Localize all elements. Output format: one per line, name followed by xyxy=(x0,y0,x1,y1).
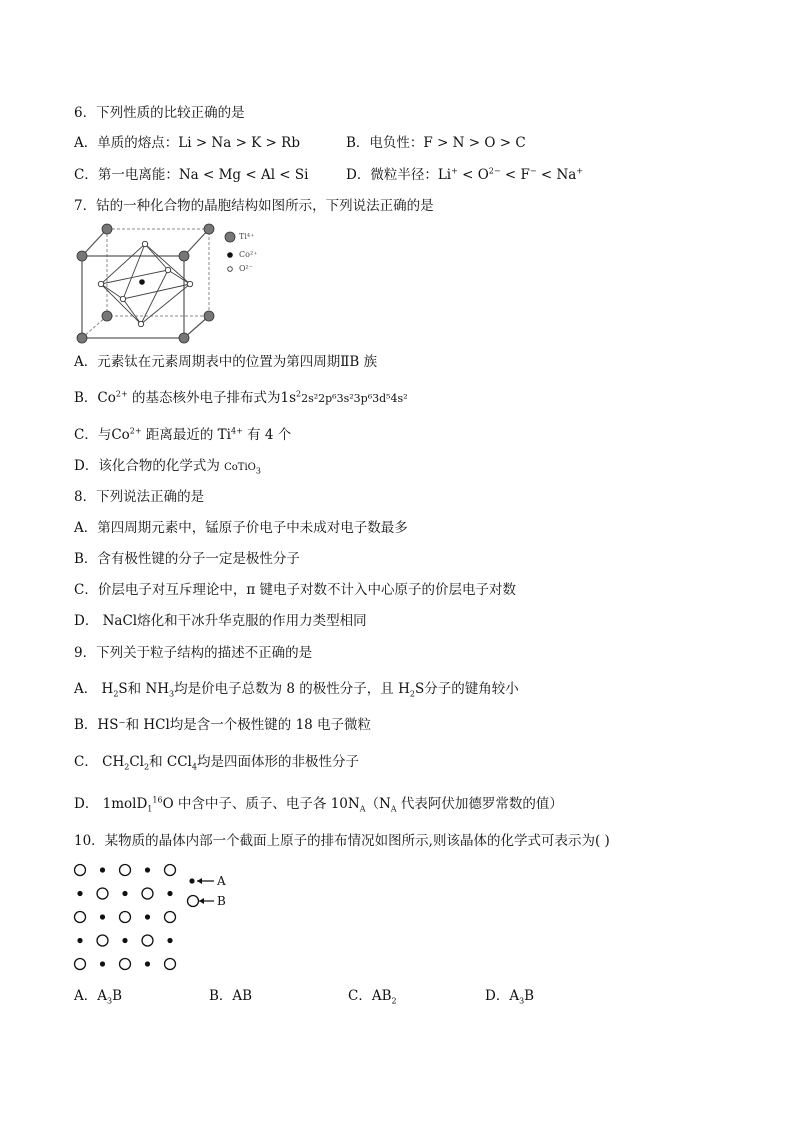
atom-b xyxy=(165,912,176,923)
legend-label-b: B xyxy=(217,894,226,908)
atom-b xyxy=(120,959,131,970)
legend-label-a: A xyxy=(217,874,226,888)
q8-option-d: D． NaCl熔化和干冰升华克服的作用力类型相同 xyxy=(74,613,367,629)
q6-stem: 6．下列性质的比较正确的是 xyxy=(74,105,245,121)
legend-o: O²⁻ xyxy=(239,264,253,273)
atom-a xyxy=(77,891,82,896)
legend-co: Co²⁺ xyxy=(239,250,258,259)
q6-option-b: B．电负性：F > N > O > C xyxy=(346,135,526,151)
q6-option-d: D．微粒半径：$Li^+ < O^{2-} < F^- < Na^+$ xyxy=(346,166,584,183)
q6-option-a: A．单质的熔点：Li > Na > K > Rb xyxy=(74,135,300,151)
atom-a xyxy=(77,938,82,943)
atom-b xyxy=(75,865,86,876)
atom-b xyxy=(75,959,86,970)
q7-option-d: D．该化合物的化学式为 CoTiO$_3$ xyxy=(74,458,261,476)
q7-option-a: A．元素钛在元素周期表中的位置为第四周期ⅡB 族 xyxy=(74,354,378,370)
atom-b xyxy=(97,935,108,946)
q10-option-a: A．$A_3B$ xyxy=(74,988,123,1006)
q10-stem: 10．某物质的晶体内部一个截面上原子的排布情况如图所示,则该晶体的化学式可表示为( ) xyxy=(74,833,610,849)
atom-a xyxy=(122,891,127,896)
atom-b xyxy=(165,959,176,970)
q10-option-b: B．AB xyxy=(209,988,253,1004)
q8-option-a: A．第四周期元素中，锰原子价电子中未成对电子数最多 xyxy=(74,520,408,536)
q10-option-c: C．$AB_2$ xyxy=(348,988,397,1006)
q9-option-d: D． 1molD$_1^{16}$O 中含中子、质子、电子各 $10N_A(N_A$ 代表阿伏加德罗常数的值） xyxy=(74,795,563,814)
atom-a xyxy=(167,891,172,896)
atom-b xyxy=(120,912,131,923)
q8-stem: 8．下列说法正确的是 xyxy=(74,489,205,505)
atom-a xyxy=(167,938,172,943)
q8-option-b: B．含有极性键的分子一定是极性分子 xyxy=(74,551,300,567)
crystal-cell-diagram xyxy=(76,222,286,344)
atom-a xyxy=(100,961,105,966)
q9-stem: 9．下列关于粒子结构的描述不正确的是 xyxy=(74,645,313,661)
atom-a xyxy=(145,961,150,966)
atom-a xyxy=(145,914,150,919)
q6-option-c: C．第一电离能：Na < Mg < Al < Si xyxy=(74,167,309,183)
q9-option-a: A． $H_2S$和 $NH_3$均是价电子总数为 8 的极性分子，且 $H_2S$分子的键角较小 xyxy=(74,681,519,699)
q10-option-d: D．$A_3B$ xyxy=(485,988,535,1006)
atom-a xyxy=(145,867,150,872)
q9-option-c: C． $CH_2Cl_2$和 CCl$_4$均是四面体形的非极性分子 xyxy=(74,754,359,772)
q7-option-b: B．$Co^{2+}$ 的基态核外电子排布式为$1s^22s^22p^63s^23p^63d^54s^2$ xyxy=(74,389,408,406)
q8-option-c: C．价层电子对互斥理论中，π 键电子对数不计入中心原子的价层电子对数 xyxy=(74,582,516,598)
q7-option-c: C．与$Co^{2+}$ 距离最近的 $Ti^{4+}$ 有 4 个 xyxy=(74,426,292,443)
legend-ti: Ti⁴⁺ xyxy=(239,232,255,241)
legend-b-circle-icon xyxy=(188,896,199,907)
atom-b xyxy=(142,888,153,899)
atom-b xyxy=(97,888,108,899)
q7-stem: 7．钴的一种化合物的晶胞结构如图所示，下列说法正确的是 xyxy=(74,198,434,214)
legend-a-dot-icon xyxy=(189,878,194,883)
atom-b xyxy=(75,912,86,923)
atom-a xyxy=(122,938,127,943)
q9-option-b: B．HS⁻和 HCl均是含一个极性键的 18 电子微粒 xyxy=(74,717,372,733)
atom-b xyxy=(165,865,176,876)
atom-a xyxy=(100,867,105,872)
atom-b xyxy=(142,935,153,946)
atom-b xyxy=(120,865,131,876)
atom-a xyxy=(100,914,105,919)
